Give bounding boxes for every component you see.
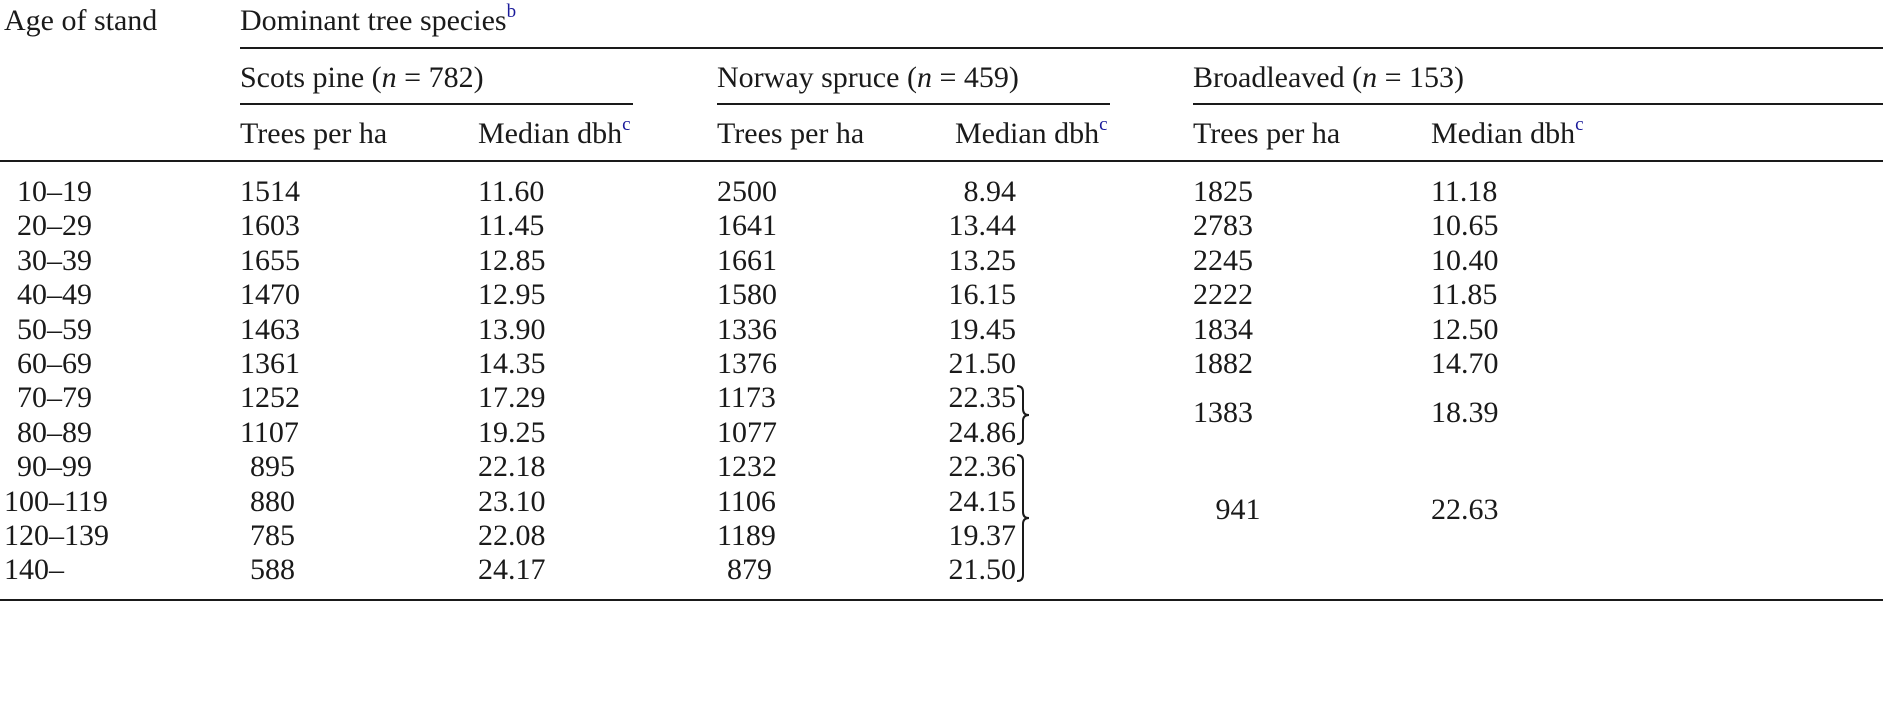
spruce-dbh-cell: 22.36 (948, 450, 1016, 484)
pine-dbh-cell: 24.17 (478, 553, 546, 587)
spruce-dbh-cell: 21.50 (948, 347, 1016, 380)
spruce-trees-cell: 1106 (717, 484, 776, 518)
spruce-dbh-cell: 22.35 (948, 381, 1016, 415)
header-dominant-species: Dominant tree species$^b$ (240, 1, 517, 37)
spruce-trees-cell: 1077 (717, 415, 777, 449)
pine-trees-cell: 1514 (240, 175, 300, 208)
age-cell: 10–19 (17, 175, 92, 208)
broad-dbh-cell: 14.70 (1431, 347, 1499, 380)
broad-trees-cell: 2783 (1193, 209, 1253, 243)
pine-trees-cell: 1107 (240, 415, 299, 449)
spruce-dbh-cell: 24.15 (948, 484, 1016, 518)
spruce-trees-cell: 879 (727, 553, 772, 587)
rule-scots-pine (240, 103, 633, 105)
age-cell: 120–139 (4, 519, 109, 552)
pine-dbh-cell: 13.90 (478, 312, 546, 346)
pine-dbh-cell: 11.60 (478, 175, 545, 208)
spruce-trees-cell: 1376 (717, 347, 777, 380)
age-cell: 30–39 (17, 243, 92, 277)
spruce-trees-cell: 2500 (717, 175, 777, 208)
broad-dbh-merged-70-89: 18.39 (1431, 396, 1499, 429)
age-cell: 20–29 (17, 209, 92, 243)
age-cell: 100–119 (4, 484, 108, 518)
subheader-spruce-dbh: Median dbh$^c$ (955, 114, 1108, 150)
broad-dbh-merged-90-plus: 22.63 (1431, 493, 1499, 526)
broad-dbh-cell: 10.65 (1431, 209, 1499, 243)
group-scots-pine: Scots pine (n = 782) (240, 61, 484, 94)
spruce-dbh-cell: 19.37 (948, 519, 1016, 552)
spruce-trees-cell: 1661 (717, 243, 777, 277)
spruce-dbh-cell: 24.86 (948, 415, 1016, 449)
brace-90-plus (1015, 453, 1035, 583)
rule-table-bottom (0, 599, 1883, 601)
spruce-trees-cell: 1336 (717, 312, 777, 346)
subheader-spruce-trees: Trees per ha (717, 117, 865, 150)
broad-dbh-cell: 12.50 (1431, 312, 1499, 346)
broad-dbh-cell: 11.85 (1431, 278, 1498, 312)
age-cell: 90–99 (17, 450, 92, 484)
pine-dbh-cell: 22.08 (478, 519, 546, 552)
subheader-broad-trees: Trees per ha (1193, 117, 1341, 150)
subheader-pine-trees: Trees per ha (240, 117, 388, 150)
age-cell: 50–59 (17, 312, 92, 346)
pine-dbh-cell: 23.10 (478, 484, 546, 518)
rule-species (240, 47, 1883, 49)
rule-broadleaved (1193, 103, 1883, 105)
spruce-dbh-cell: 19.45 (948, 312, 1016, 346)
broad-trees-cell: 2222 (1193, 278, 1253, 312)
pine-trees-cell: 880 (250, 484, 295, 518)
spruce-dbh-cell: 8.94 (963, 175, 1016, 208)
pine-trees-cell: 895 (250, 450, 295, 484)
broad-dbh-cell: 11.18 (1431, 175, 1498, 208)
footnote-b: b (506, 1, 517, 22)
pine-trees-cell: 1603 (240, 209, 300, 243)
age-cell: 70–79 (17, 381, 92, 415)
pine-dbh-cell: 19.25 (478, 415, 546, 449)
broad-dbh-cell: 10.40 (1431, 243, 1499, 277)
pine-trees-cell: 1361 (240, 347, 300, 380)
broad-trees-cell: 1825 (1193, 175, 1253, 208)
pine-dbh-cell: 14.35 (478, 347, 546, 380)
pine-dbh-cell: 17.29 (478, 381, 546, 415)
spruce-trees-cell: 1580 (717, 278, 777, 312)
pine-dbh-cell: 12.85 (478, 243, 546, 277)
spruce-trees-cell: 1173 (717, 381, 776, 415)
pine-trees-cell: 785 (250, 519, 295, 552)
group-broadleaved: Broadleaved (n = 153) (1193, 61, 1465, 94)
spruce-trees-cell: 1641 (717, 209, 777, 243)
broad-trees-cell: 1882 (1193, 347, 1253, 380)
pine-dbh-cell: 12.95 (478, 278, 546, 312)
subheader-pine-dbh: Median dbh$^c$ (478, 114, 631, 150)
age-cell: 140– (4, 553, 64, 587)
age-cell: 60–69 (17, 347, 92, 380)
broad-trees-cell: 1834 (1193, 312, 1253, 346)
pine-trees-cell: 588 (250, 553, 295, 587)
spruce-dbh-cell: 21.50 (948, 553, 1016, 587)
header-age-of-stand: Age of stand (4, 4, 158, 37)
broad-trees-merged-90-plus: 941 (1215, 493, 1261, 526)
pine-trees-cell: 1463 (240, 312, 300, 346)
brace-70-89 (1015, 384, 1035, 446)
subheader-broad-dbh: Median dbh$^c$ (1431, 114, 1584, 150)
rule-header-bottom (0, 160, 1883, 162)
group-norway-spruce: Norway spruce (n = 459) (717, 61, 1019, 94)
pine-trees-cell: 1470 (240, 278, 300, 312)
spruce-trees-cell: 1232 (717, 450, 777, 484)
spruce-dbh-cell: 16.15 (948, 278, 1016, 312)
broad-trees-cell: 2245 (1193, 243, 1253, 277)
spruce-dbh-cell: 13.25 (948, 243, 1016, 277)
pine-trees-cell: 1252 (240, 381, 300, 415)
pine-trees-cell: 1655 (240, 243, 300, 277)
spruce-dbh-cell: 13.44 (948, 209, 1016, 243)
spruce-trees-cell: 1189 (717, 519, 776, 552)
age-cell: 80–89 (17, 415, 92, 449)
rule-norway-spruce (717, 103, 1110, 105)
pine-dbh-cell: 22.18 (478, 450, 546, 484)
broad-trees-merged-70-89: 1383 (1193, 396, 1253, 429)
age-cell: 40–49 (17, 278, 92, 312)
pine-dbh-cell: 11.45 (478, 209, 545, 243)
